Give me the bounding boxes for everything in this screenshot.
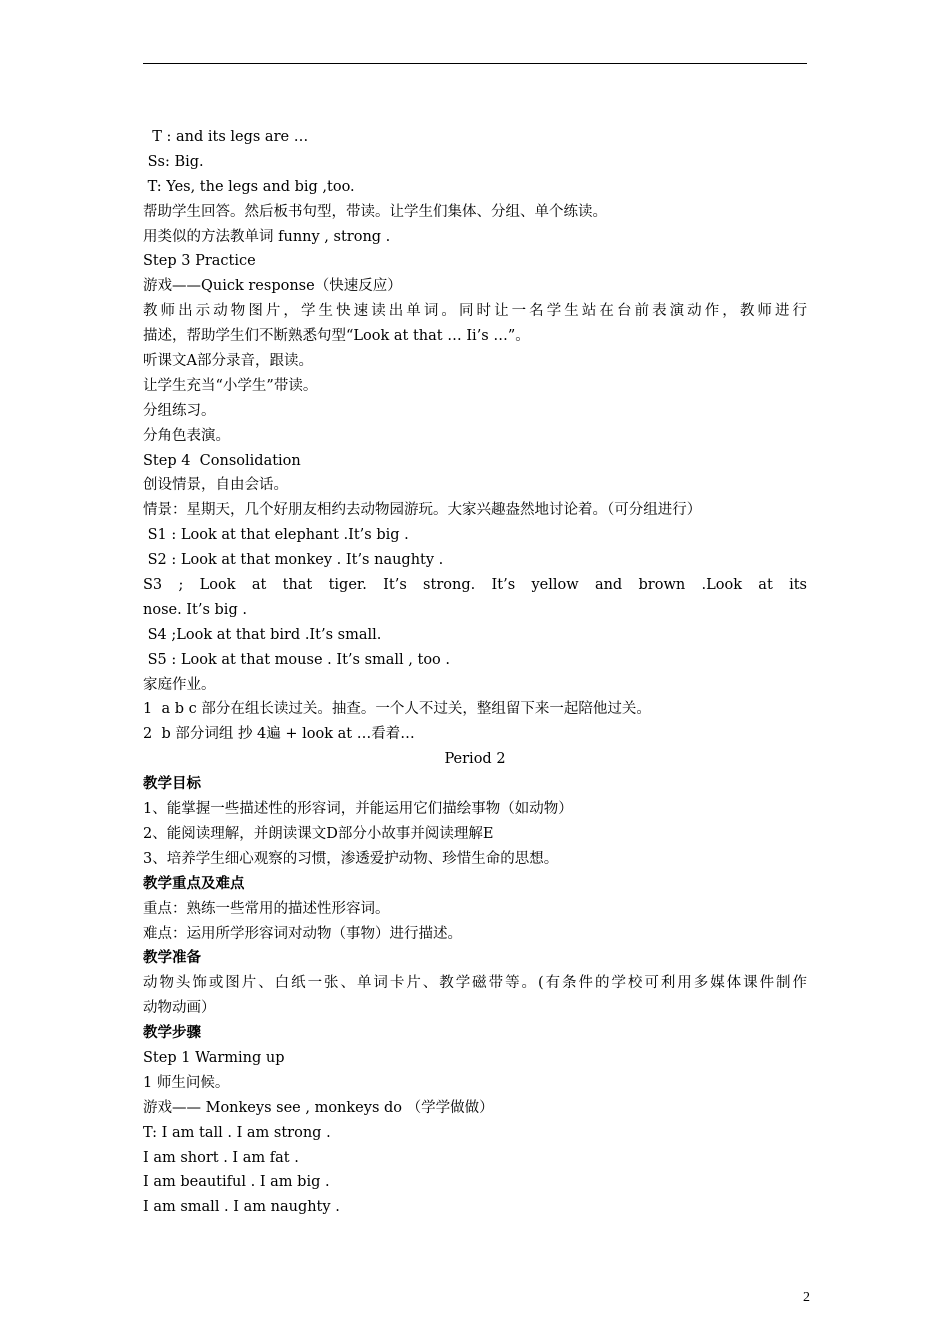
text-line: 家庭作业。 [143,676,216,693]
text-line: nose. It’s big . [143,601,247,618]
text-line: 游戏—— Monkeys see , monkeys do （学学做做） [143,1099,494,1116]
section-heading: 教学目标 [143,776,201,793]
page-number: 2 [803,1290,810,1305]
text-line: 难点：运用所学形容词对动物（事物）进行描述。 [143,925,462,942]
header-rule [143,63,807,64]
period-title: Period 2 [444,751,506,768]
text-line: S4 ;Look at that bird .It’s small. [143,626,382,643]
text-line: S2 : Look at that monkey . It’s naughty . [143,552,444,569]
text-line: 用类似的方法教单词 funny , strong . [143,228,391,245]
text-line: 1、能掌握一些描述性的形容词，并能运用它们描绘事物（如动物） [143,801,573,818]
text-line: S1 : Look at that elephant .It’s big . [143,527,409,544]
text-line: T: I am tall . I am strong . [143,1124,331,1141]
text-line: 分组练习。 [143,402,216,419]
text-line: Step 3 Practice [143,253,256,270]
section-heading: 教学重点及难点 [143,875,245,892]
text-line: I am beautiful . I am big . [143,1174,330,1191]
text-line: S5 : Look at that mouse . It’s small , too . [143,651,451,668]
text-line: 1 a b c 部分在组长读过关。抽查。一个人不过关，整组留下来一起陪他过关。 [143,701,651,718]
text-line: I am small . I am naughty . [143,1199,340,1216]
text-line: 教师出示动物图片，学生快速读出单词。同时让一名学生站在台前表演动作，教师进行 [143,303,807,320]
text-line: I am short . I am fat . [143,1149,299,1166]
text-line: 帮助学生回答。然后板书句型，带读。让学生们集体、分组、单个练读。 [143,203,607,220]
text-line: 情景：星期天，几个好朋友相约去动物园游玩。大家兴趣盎然地讨论着。（可分组进行） [143,502,702,519]
text-line: 2、能阅读理解，并朗读课文D部分小故事并阅读理解E [143,825,494,842]
text-line: 创设情景，自由会话。 [143,477,288,494]
text-line: S3 ; Look at that tiger. It’s strong. It’s yellow and brown .Look at its [143,577,807,594]
text-line: 分角色表演。 [143,427,230,444]
text-line: 2 b 部分词组 抄 4遍 + look at …看着… [143,726,415,743]
text-line: 游戏——Quick response（快速反应） [143,278,402,295]
text-line: 重点：熟练一些常用的描述性形容词。 [143,900,390,917]
text-line: 1 师生问候。 [143,1074,230,1091]
text-line: Step 1 Warming up [143,1049,285,1066]
section-heading: 教学准备 [143,950,201,967]
text-line: Ss: Big. [143,153,204,170]
text-line: 听课文A部分录音，跟读。 [143,353,313,370]
text-line: T : and its legs are … [143,129,309,145]
text-line: Step 4 Consolidation [143,452,301,469]
text-line: 动物头饰或图片、白纸一张、单词卡片、教学磁带等。(有条件的学校可利用多媒体课件制作 [143,975,807,992]
text-line: T: Yes, the legs and big ,too. [143,178,355,195]
text-line: 3、培养学生细心观察的习惯，渗透爱护动物、珍惜生命的思想。 [143,850,559,867]
text-line: 描述，帮助学生们不断熟悉句型“Look at that … Ii’s …”。 [143,328,530,345]
text-line: 动物动画） [143,1000,216,1017]
text-line: 让学生充当“小学生”带读。 [143,377,318,394]
document-body [143,125,807,1220]
section-heading: 教学步骤 [143,1025,201,1042]
